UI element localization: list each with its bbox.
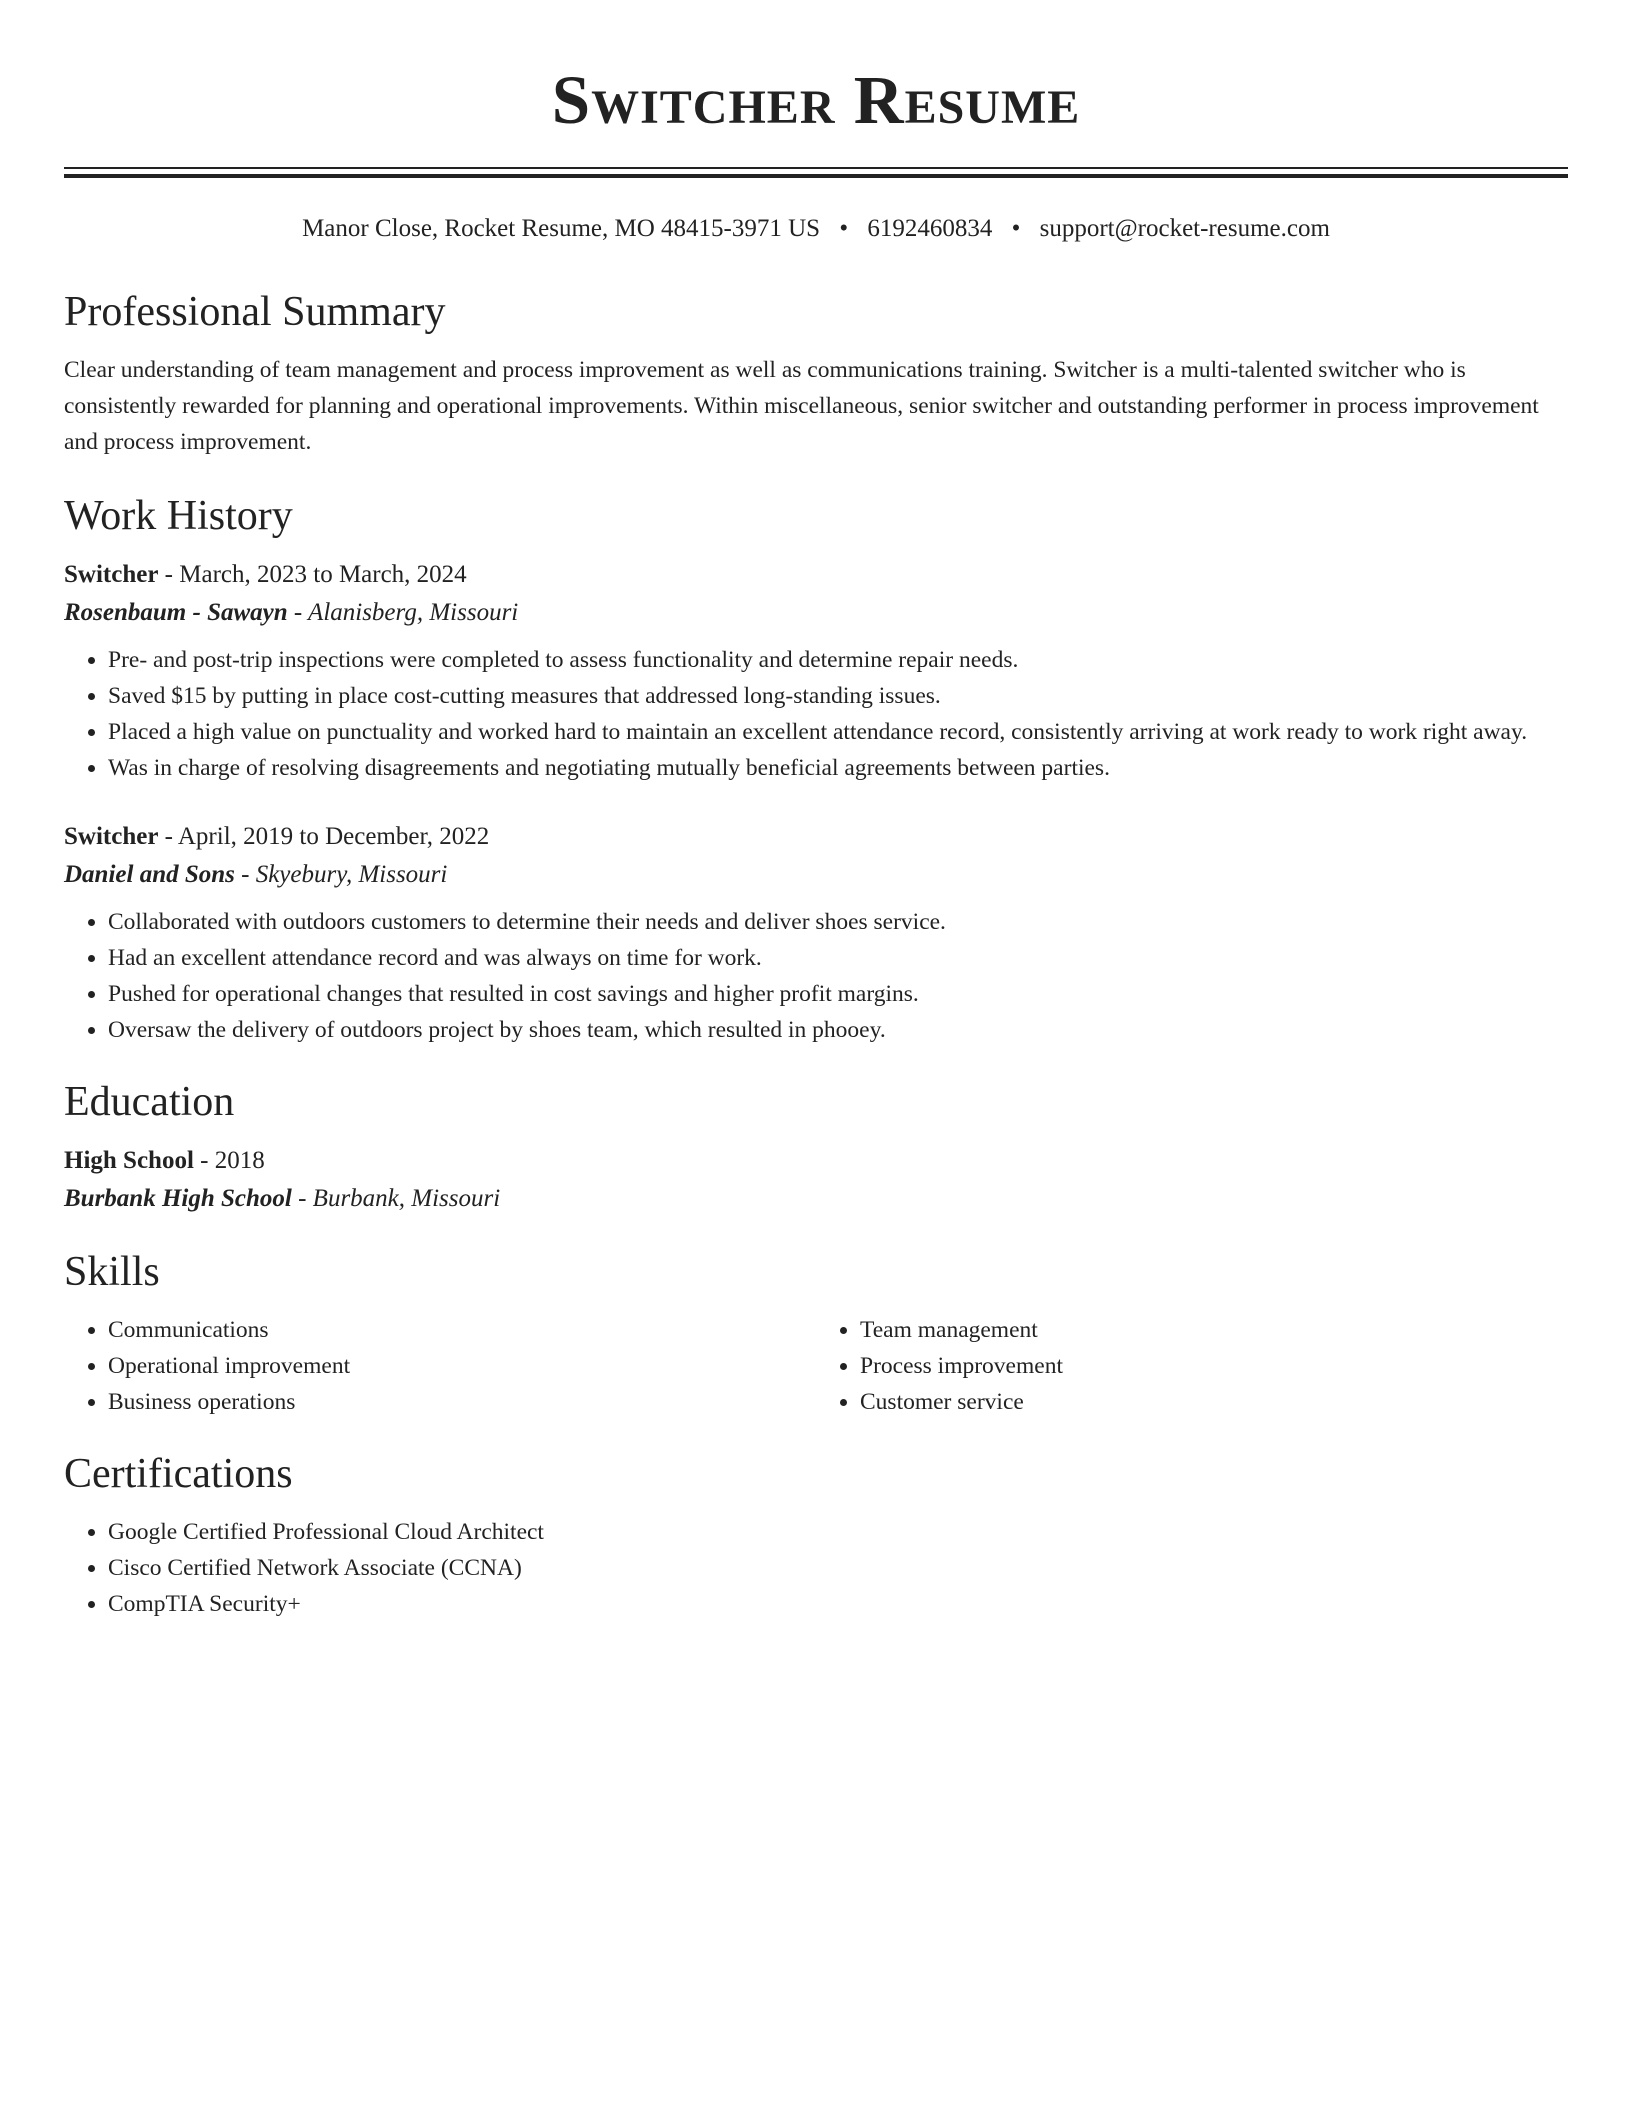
section-heading: Certifications [64, 1451, 293, 1497]
section-heading: Skills [64, 1249, 160, 1295]
company-line [64, 594, 1568, 632]
job-title-line [64, 556, 1568, 594]
list-item: • Pushed for operational changes that resulted in cost savings and higher profit margins. [108, 976, 1568, 1012]
list-item: • Pre- and post-trip inspections were completed to assess functionality and determine repair needs. [108, 642, 1568, 678]
degree: High School [64, 1147, 194, 1174]
skills-column-left [64, 1312, 816, 1420]
summary-text: Clear understanding of team management and process improvement as well as communications training. Switcher is a multi-talented switcher who is consistently rewarded for planning and operational improvements. Within miscellaneous, senior switcher and outstanding performer in process improvement and process improvement. [64, 357, 1539, 455]
list-item: • Had an excellent attendance record and was always on time for work. [108, 940, 1568, 976]
professional-summary-section [64, 286, 1568, 460]
list-item: • Customer service [860, 1384, 1568, 1420]
contact-line [64, 212, 1568, 246]
job-entry [64, 818, 1568, 1048]
certifications-list [64, 1514, 1568, 1622]
degree-line [64, 1142, 1568, 1180]
education-section [64, 1076, 1568, 1218]
contact-email: support@rocket-resume.com [1039, 215, 1330, 242]
job-title: Switcher [64, 561, 159, 588]
work-history-section [64, 490, 1568, 1048]
contact-separator: • [839, 215, 849, 242]
company-name: Daniel and Sons [64, 861, 235, 888]
job-bullets [64, 642, 1568, 786]
list-item: • Communications [108, 1312, 816, 1348]
company-line [64, 856, 1568, 894]
job-dates: - April, 2019 to December, 2022 [158, 823, 490, 850]
list-item: • Placed a high value on punctuality and worked hard to maintain an excellent attendance record, consistently arriving at work ready to work right away. [108, 714, 1568, 750]
skills-column-right [816, 1312, 1568, 1420]
school-name: Burbank High School [64, 1185, 292, 1212]
list-item: • Team management [860, 1312, 1568, 1348]
skills-grid [64, 1312, 1568, 1420]
list-item: • Saved $15 by putting in place cost-cutting measures that addressed long-standing issues. [108, 678, 1568, 714]
list-item: • Collaborated with outdoors customers to determine their needs and deliver shoes service. [108, 904, 1568, 940]
list-item: • Process improvement [860, 1348, 1568, 1384]
list-item: • Cisco Certified Network Associate (CCNA) [108, 1550, 1568, 1586]
section-heading: Education [64, 1079, 235, 1125]
section-heading: Work History [64, 493, 293, 539]
graduation-year: - 2018 [193, 1147, 265, 1174]
list-item: • Business operations [108, 1384, 816, 1420]
list-item: • Operational improvement [108, 1348, 816, 1384]
job-title: Switcher [64, 823, 159, 850]
contact-phone: 6192460834 [867, 215, 993, 242]
contact-address: Manor Close, Rocket Resume, MO 48415-3971 US [302, 215, 821, 242]
job-bullets [64, 904, 1568, 1048]
company-location: - Skyebury, Missouri [234, 861, 448, 888]
school-line [64, 1180, 1568, 1218]
company-location: - Alanisberg, Missouri [287, 599, 519, 626]
contact-separator: • [1011, 215, 1021, 242]
certifications-section [64, 1448, 1568, 1622]
job-title-line [64, 818, 1568, 856]
list-item: • Oversaw the delivery of outdoors project by shoes team, which resulted in phooey. [108, 1012, 1568, 1048]
school-location: - Burbank, Missouri [291, 1185, 501, 1212]
job-dates: - March, 2023 to March, 2024 [158, 561, 467, 588]
resume-title: Switcher Resume [551, 62, 1081, 138]
section-heading: Professional Summary [64, 289, 446, 335]
skills-section [64, 1246, 1568, 1420]
list-item: • Google Certified Professional Cloud Architect [108, 1514, 1568, 1550]
list-item: • CompTIA Security+ [108, 1586, 1568, 1622]
job-entry [64, 556, 1568, 786]
title-divider [64, 167, 1568, 178]
company-name: Rosenbaum - Sawayn [64, 599, 288, 626]
list-item: • Was in charge of resolving disagreements and negotiating mutually beneficial agreements between parties. [108, 750, 1568, 786]
education-entry [64, 1142, 1568, 1218]
